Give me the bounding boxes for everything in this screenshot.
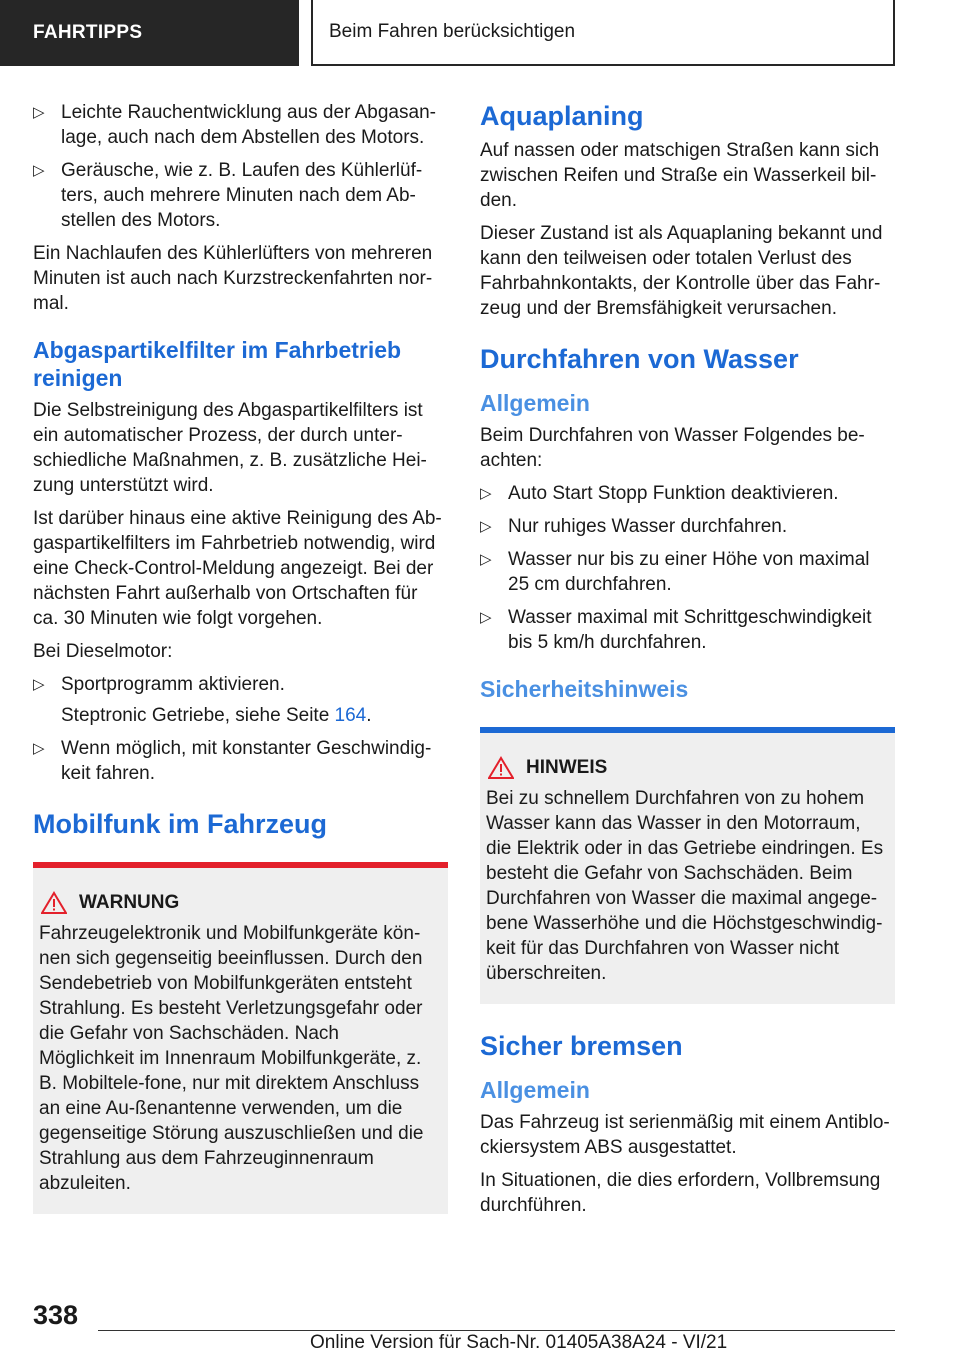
heading-aquaplaning: Aquaplaning xyxy=(480,101,644,131)
warning-triangle-icon xyxy=(41,891,67,915)
paragraph: Beim Durchfahren von Wasser Folgendes be-achten: xyxy=(480,425,865,471)
list-item: ▷ Wenn möglich, mit konstanter Geschwindig-keit fahren. xyxy=(33,738,432,784)
list-item: ▷ Leichte Rauchentwicklung aus der Abgasan-lage, auch nach dem Abstellen des Motors. xyxy=(33,102,436,148)
section-label: FAHRTIPPS xyxy=(0,0,299,66)
footer-online-version: Online Version für Sach-Nr. 01405A38A24 - VI/21 xyxy=(310,1332,728,1353)
right-column xyxy=(480,100,895,1226)
triangle-bullet-icon: ▷ xyxy=(480,518,492,535)
paragraph: In Situationen, die dies erfordern, Vollbremsung durchführen. xyxy=(480,1170,881,1216)
triangle-bullet-icon: ▷ xyxy=(33,740,45,757)
heading-mobilfunk: Mobilfunk im Fahrzeug xyxy=(33,809,327,839)
triangle-bullet-icon: ▷ xyxy=(480,609,492,626)
hint-label: HINWEIS xyxy=(526,757,608,778)
warning-label: WARNUNG xyxy=(79,892,180,913)
heading-sicherheitshinweis: Sicherheitshinweis xyxy=(480,676,689,702)
footer-divider xyxy=(98,1330,895,1331)
hint-text: Bei zu schnellem Durchfahren von zu hohem Wasser kann das Wasser in den Motorraum, die Elektrik oder in das Getriebe eindringen. Es besteht die Gefahr von Sachschäden. Beim Durchfahren von Wasser die maximal angege-bene Wasserhöhe und die Höchstgeschwindig-keit für das Durchfahren von Wasser nicht überschreiten. xyxy=(486,788,884,984)
heading-allgemein: Allgemein xyxy=(480,390,590,416)
paragraph: Ist darüber hinaus eine aktive Reinigung des Ab-gaspartikelfilters im Fahrbetrieb notwendig, wird eine Check-Control-Meldung angezeigt. Bei der nächsten Fahrt außerhalb von Ortschaften für ca. 30 Minuten wie folgt vorgehen. xyxy=(33,508,442,629)
heading-durchfahren-wasser: Durchfahren von Wasser xyxy=(480,344,799,374)
triangle-bullet-icon: ▷ xyxy=(33,162,45,179)
heading-abgaspartikelfilter: Abgaspartikelfilter im Fahrbetrieb reinigen xyxy=(33,337,402,391)
list-item: ▷ Geräusche, wie z. B. Laufen des Kühlerlüf-ters, auch mehrere Minuten nach dem Ab-stellen des Motors. xyxy=(33,160,423,231)
warning-text: Fahrzeugelektronik und Mobilfunkgeräte kön-nen sich gegenseitig beeinflussen. Durch den Sendebetrieb von Mobilfunkgeräten entsteht Strahlung. Es besteht Verletzungsgefahr oder die Gefahr von Sachschäden. Nach Möglichkeit im Innenraum Mobilfunkgeräte, z. B. Mobiltele-fone, nur mit direktem Anschluss an eine Au-ßenantenne verwenden, um die gegenseitige Störung auszuschließen und die Strahlung aus dem Fahrzeuginnenraum abzuleiten. xyxy=(39,923,424,1194)
paragraph: Bei Dieselmotor: xyxy=(33,641,173,662)
list-item: ▷ Auto Start Stopp Funktion deaktivieren. xyxy=(480,483,839,504)
paragraph: Das Fahrzeug ist serienmäßig mit einem Antiblo-ckiersystem ABS ausgestattet. xyxy=(480,1112,890,1158)
paragraph: Auf nassen oder matschigen Straßen kann sich zwischen Reifen und Straße ein Wasserkeil bil-den. xyxy=(480,140,880,211)
list-item: ▷ Sportprogramm aktivieren. xyxy=(33,674,285,695)
page-number: 338 xyxy=(33,1300,79,1330)
paragraph: Dieser Zustand ist als Aquaplaning bekannt und kann den teilweisen oder totalen Verlust des Fahrbahnkontakts, der Kontrolle über das Fahr-zeug und der Bremsfähigkeit verursachen. xyxy=(480,223,883,319)
list-item: ▷ Wasser maximal mit Schrittgeschwindigkeit bis 5 km/h durchfahren. xyxy=(480,607,872,653)
left-column xyxy=(33,100,448,1214)
triangle-bullet-icon: ▷ xyxy=(480,485,492,502)
paragraph: Die Selbstreinigung des Abgaspartikelfilters ist ein automatischer Prozess, der durch unter-schiedliche Maßnahmen, z. B. zusätzliche Hei-zung unterstützt wird. xyxy=(33,400,427,496)
list-item: ▷ Wasser nur bis zu einer Höhe von maximal 25 cm durchfahren. xyxy=(480,549,870,595)
paragraph: Ein Nachlaufen des Kühlerlüfters von mehreren Minuten ist auch nach Kurzstreckenfahrten nor-mal. xyxy=(33,243,433,314)
heading-sicher-bremsen: Sicher bremsen xyxy=(480,1031,683,1061)
heading-allgemein: Allgemein xyxy=(480,1077,590,1103)
steptronic-reference: Steptronic Getriebe, siehe Seite 164. xyxy=(61,705,372,726)
triangle-bullet-icon: ▷ xyxy=(33,104,45,121)
list-item: ▷ Nur ruhiges Wasser durchfahren. xyxy=(480,516,788,537)
triangle-bullet-icon: ▷ xyxy=(33,676,45,693)
warning-box xyxy=(33,862,448,1214)
hint-box xyxy=(480,727,895,1004)
warning-triangle-icon xyxy=(488,756,514,780)
triangle-bullet-icon: ▷ xyxy=(480,551,492,568)
chapter-title: Beim Fahren berücksichtigen xyxy=(311,0,895,66)
page-link-164[interactable]: 164 xyxy=(334,705,367,726)
page-header xyxy=(0,0,960,66)
